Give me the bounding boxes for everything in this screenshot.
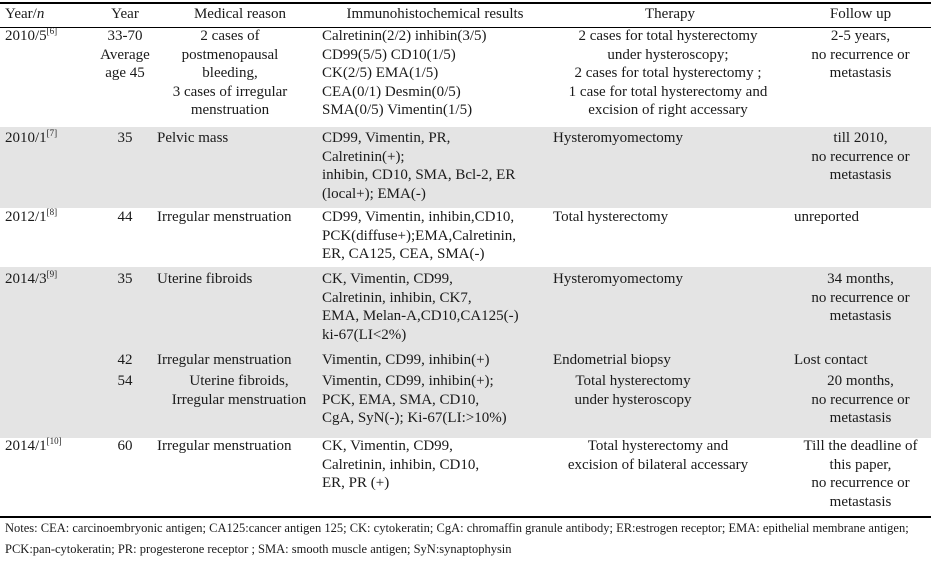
cell-therapy: Total hysterectomy and excision of bilateral accessary [567,438,749,473]
cell-therapy: Hysteromyomectomy [553,130,683,146]
header-year: Year [111,6,139,22]
cell-medical-reason: Uterine fibroids [157,271,253,287]
cell-ihc-results: Vimentin, CD99, inhibin(+); PCK, EMA, SMA, CD10, CgA, SyN(-); Ki-67(LI:>10%) [322,373,507,427]
cell-ihc-results: CK, Vimentin, CD99, Calretinin, inhibin, CK7, EMA, Melan-A,CD10,CA125(-) ki-67(LI<2%) [322,271,519,343]
cell-year-n: 2014/1[10] [5,436,62,454]
cell-ihc-results: CD99, Vimentin, PR, Calretinin(+); inhibin, CD10, SMA, Bcl-2, ER (local+); EMA(-) [322,130,516,202]
header-therapy: Therapy [645,6,695,22]
table-notes: Notes: CEA: carcinoembryonic antigen; CA125:cancer antigen 125; CK: cytokeratin; CgA: chromaffin granule antibody; ER:estrogen receptor; EMA: epithelial membrane antigen; PCK:pan-cytokeratin; PR: progesterone receptor ; SMA: smooth muscle antigen; SyN:synaptophysin [5,521,909,556]
cell-year-n: 2012/1[8] [5,207,58,225]
cell-medical-reason: Irregular menstruation [157,438,292,454]
cell-follow-up: Lost contact [794,352,868,368]
cell-medical-reason: Irregular menstruation [157,352,292,368]
cell-therapy: Endometrial biopsy [553,352,671,368]
cell-therapy: Hysteromyomectomy [553,271,683,287]
cell-age: 35 [117,271,133,287]
cell-medical-reason: Irregular menstruation [157,209,292,225]
cell-ihc-results: CD99, Vimentin, inhibin,CD10, PCK(diffuse+);EMA,Calretinin, ER, CA125, CEA, SMA(-) [322,209,516,263]
top-rule [0,2,931,4]
cell-therapy: Total hysterectomy under hysteroscopy [574,373,692,408]
cell-follow-up: till 2010, no recurrence or metastasis [811,130,910,184]
cell-therapy: 2 cases for total hysterectomy under hysteroscopy; 2 cases for total hysterectomy ; 1 case for total hysterectomy and excision of right accessary [568,28,768,119]
cell-age: 60 [117,438,133,454]
cell-follow-up: 34 months, no recurrence or metastasis [811,271,910,325]
cell-ihc-results: Vimentin, CD99, inhibin(+) [322,352,490,368]
cell-age: 42 [117,352,133,368]
cell-follow-up: 20 months, no recurrence or metastasis [811,373,910,427]
cell-medical-reason: Pelvic mass [157,130,229,146]
cell-age: 54 [117,373,133,389]
cell-year-n: 2014/3[9] [5,269,58,287]
header-immunohistochemical: Immunohistochemical results [346,6,524,22]
cell-ihc-results: Calretinin(2/2) inhibin(3/5) CD99(5/5) CD10(1/5) CK(2/5) EMA(1/5) CEA(0/1) Desmin(0/5) SMA(0/5) Vimentin(1/5) [322,28,487,119]
cell-year-n: 2010/5[6] [5,26,58,44]
cell-age: 35 [117,130,133,146]
cell-follow-up: Till the deadline of this paper, no recurrence or metastasis [803,438,918,510]
cell-medical-reason: 2 cases of postmenopausal bleeding, 3 cases of irregular menstruation [172,28,288,119]
cell-year-n: 2010/1[7] [5,128,58,146]
cell-age: 33-70 Average age 45 [100,28,150,82]
header-year-n: Year/n [5,6,45,22]
cell-follow-up: 2-5 years, no recurrence or metastasis [811,28,910,82]
cell-medical-reason: Uterine fibroids, Irregular menstruation [171,373,307,408]
cell-therapy: Total hysterectomy [553,209,669,225]
cell-follow-up: unreported [794,209,859,225]
header-follow-up: Follow up [829,6,892,22]
header-medical-reason: Medical reason [193,6,287,22]
cell-ihc-results: CK, Vimentin, CD99, Calretinin, inhibin, CD10, ER, PR (+) [322,438,480,492]
cell-age: 44 [117,209,133,225]
